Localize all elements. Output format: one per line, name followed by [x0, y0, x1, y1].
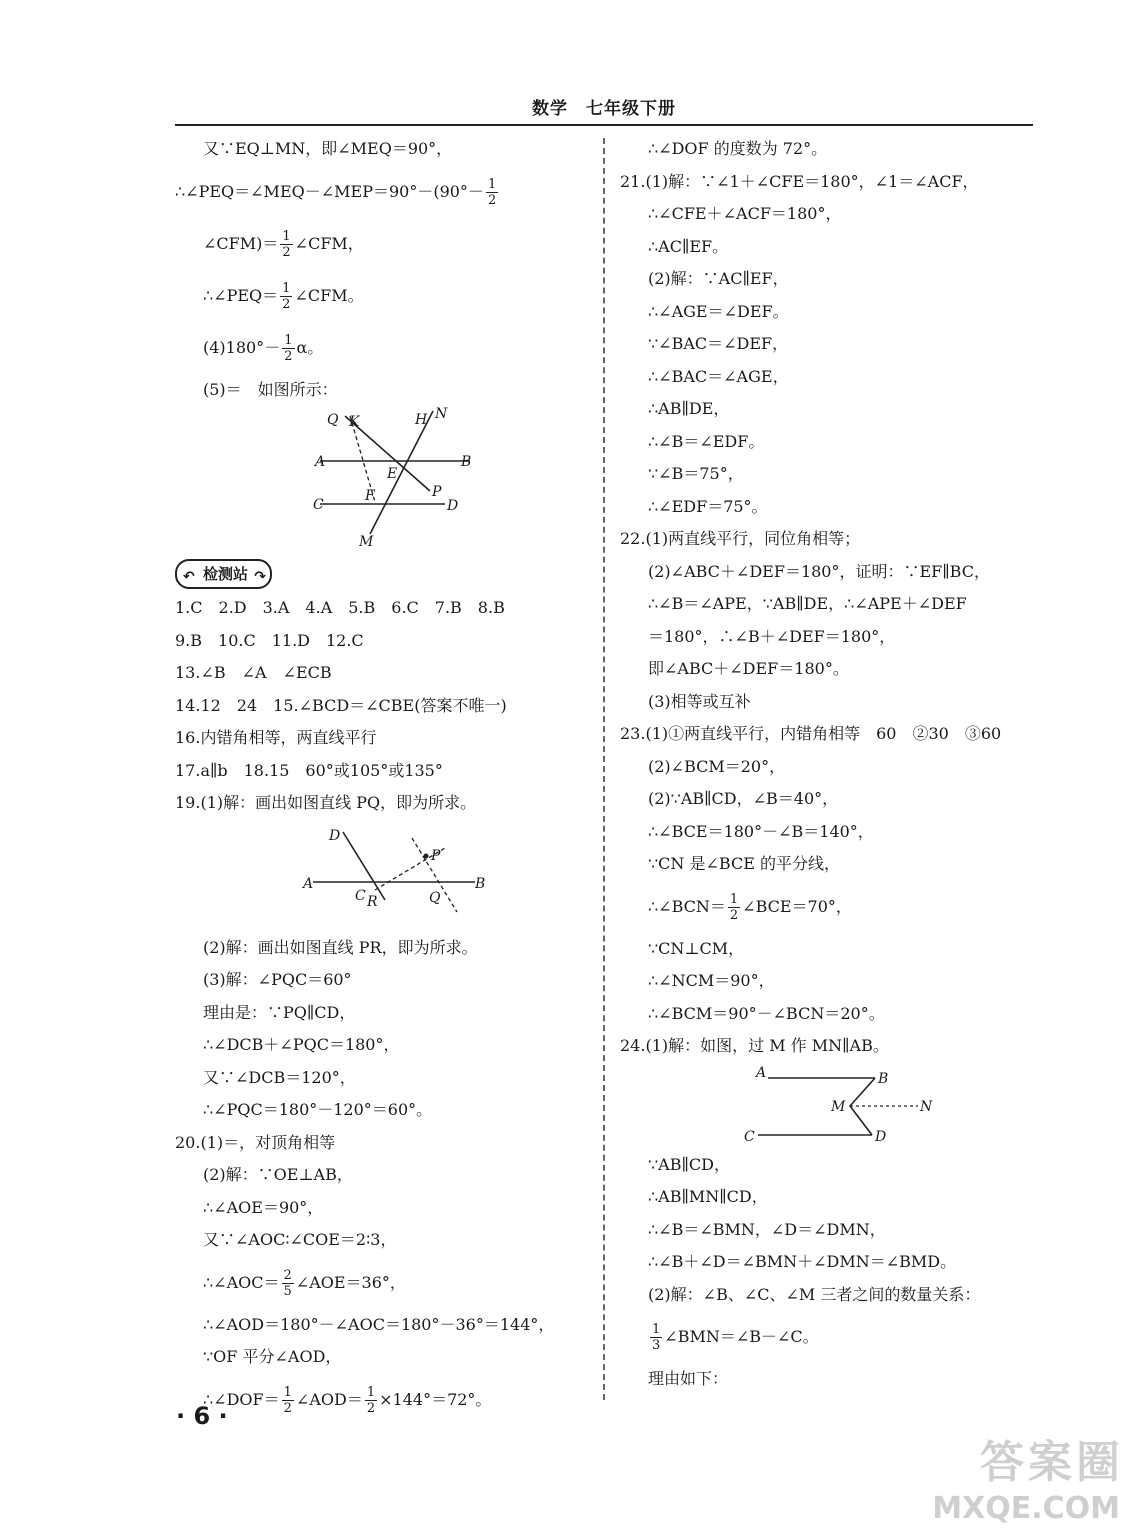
text-line: (2)解：∵AC∥EF， — [648, 269, 789, 288]
left-column — [175, 133, 595, 1426]
figure-svg — [175, 406, 595, 556]
text-span: ∠AOE＝36°， — [295, 1272, 406, 1292]
label-m: M — [831, 1098, 846, 1115]
label-q: Q — [327, 412, 339, 428]
fraction — [282, 1268, 294, 1299]
answer-line: 16.内错角相等，两直线平行 — [175, 728, 377, 747]
text-span: ∠AOD＝ — [295, 1389, 363, 1409]
label-a: A — [756, 1064, 767, 1081]
label-c: C — [355, 887, 366, 904]
text-line: 即∠ABC＋∠DEF＝180°。 — [648, 659, 849, 678]
text-line: ∵OF 平分∠AOD， — [203, 1347, 342, 1366]
text-span: ∠CFM)＝ — [203, 233, 279, 253]
text-span: ∴∠AOC＝ — [203, 1272, 280, 1292]
numerator: 1 — [366, 1384, 376, 1400]
watermark-logo-text: 答案圈 — [980, 1437, 1124, 1488]
text-span: α。 — [296, 337, 324, 357]
text-line: ∴AB∥DE， — [648, 399, 730, 418]
line-mn — [370, 411, 433, 534]
watermark-url: MXQE.COM — [932, 1491, 1120, 1526]
text-line — [175, 1374, 595, 1426]
text-line: ＝180°，∴∠B＋∠DEF＝180°， — [648, 626, 896, 646]
label-n: N — [920, 1098, 933, 1115]
text-span: ∴∠DOF＝ — [203, 1389, 280, 1409]
text-line — [175, 218, 595, 270]
label-n: N — [435, 406, 448, 422]
numerator: 1 — [729, 891, 739, 907]
column-divider — [603, 138, 605, 1400]
label-d: D — [329, 827, 341, 844]
text-line — [175, 1257, 595, 1309]
text-line: ∵∠BAC＝∠DEF， — [648, 334, 789, 353]
figure-parallel-lines-2 — [175, 820, 595, 932]
page-number: · 6 · — [176, 1402, 228, 1430]
figure-zigzag — [620, 1063, 1040, 1149]
text-line: 理由如下： — [648, 1369, 729, 1388]
label-h: H — [415, 412, 428, 428]
fraction — [282, 1385, 294, 1416]
label-c: C — [744, 1128, 755, 1145]
label-b: B — [878, 1070, 889, 1087]
figure-svg — [620, 1063, 1040, 1149]
answer-line: 14.12 24 15.∠BCD＝∠CBE(答案不唯一) — [175, 695, 507, 715]
text-line — [175, 270, 595, 322]
text-span: ∠CFM。 — [294, 285, 364, 305]
text-line: (2)∠ABC＋∠DEF＝180°，证明：∵EF∥BC， — [648, 561, 990, 581]
label-b: B — [461, 454, 472, 470]
text-line: ∴∠B＋∠D＝∠BMN＋∠DMN＝∠BMD。 — [648, 1252, 957, 1271]
fraction — [280, 281, 292, 312]
numerator: 1 — [282, 228, 291, 244]
text-line: ∴∠BCM＝90°－∠BCN＝20°。 — [648, 1003, 885, 1023]
text-span: ∠CFM， — [294, 233, 364, 253]
fraction — [282, 333, 294, 364]
text-span: (4)180°－ — [203, 337, 281, 357]
label-p: P — [432, 484, 442, 500]
denominator: 5 — [283, 1283, 292, 1299]
label-e: E — [387, 466, 398, 482]
page-header — [175, 92, 1033, 126]
label-b: B — [475, 875, 486, 892]
text-line: ∴∠AGE＝∠DEF。 — [648, 301, 789, 321]
label-p: P — [431, 847, 441, 864]
text-line: ∵CN⊥CM， — [648, 938, 745, 958]
badge-label: 检测站 — [203, 565, 249, 583]
section-badge-line — [175, 556, 595, 592]
text-line: ∴∠EDF＝75°。 — [648, 496, 768, 516]
text-line — [620, 881, 1040, 933]
figure-svg — [175, 820, 595, 932]
denominator: 2 — [729, 907, 739, 923]
text-line: 23.(1)①两直线平行，内错角相等 60 ②30 ③60 — [620, 724, 1002, 743]
text-span: ×144°＝72°。 — [379, 1389, 492, 1409]
label-a: A — [315, 454, 326, 470]
fraction — [486, 177, 498, 208]
text-line: ∴AC∥EF。 — [648, 236, 729, 256]
text-line: ∴∠B＝∠APE，∵AB∥DE，∴∠APE＋∠DEF — [648, 594, 967, 613]
numerator: 1 — [487, 176, 497, 192]
fraction — [365, 1385, 377, 1416]
numerator: 1 — [282, 280, 291, 296]
text-line: (2)解：∵OE⊥AB， — [203, 1165, 353, 1184]
label-q: Q — [429, 889, 441, 906]
text-line: 22.(1)两直线平行，同位角相等； — [620, 529, 861, 548]
denominator: 2 — [282, 244, 291, 260]
fraction — [280, 229, 292, 260]
section-badge — [175, 559, 272, 589]
text-line: (2)解：∠B、∠C、∠M 三者之间的数量关系： — [648, 1284, 981, 1304]
text-line: ∴∠CFE＋∠ACF＝180°， — [648, 204, 842, 223]
text-line: ∴∠DOF 的度数为 72°。 — [648, 139, 828, 158]
text-line: (5)＝ 如图所示： — [203, 379, 338, 399]
text-line: ∴∠AOE＝90°， — [203, 1197, 324, 1217]
text-line: 又∵∠AOC∶∠COE＝2∶3， — [203, 1230, 397, 1249]
denominator: 2 — [283, 1400, 292, 1416]
text-line: (2)∠BCM＝20°， — [648, 756, 786, 776]
curl-arrow-icon: ↶ — [183, 569, 195, 585]
text-span: ∴∠BCN＝ — [648, 896, 726, 916]
label-k: K — [349, 414, 360, 430]
text-span: ∴∠PEQ＝ — [203, 285, 279, 305]
label-f: F — [365, 488, 375, 504]
fraction — [728, 892, 740, 923]
label-d: D — [447, 498, 459, 514]
denominator: 2 — [284, 348, 293, 364]
text-line: ∵AB∥CD， — [648, 1154, 730, 1174]
answer-line: 19.(1)解：画出如图直线 PQ，即为所求。 — [175, 793, 477, 812]
denominator: 2 — [282, 296, 291, 312]
text-line: ∴∠B＝∠BMN，∠D＝∠DMN， — [648, 1219, 886, 1239]
answer-line: 17.a∥b 18.15 60°或105°或135° — [175, 760, 443, 780]
text-line: ∴∠DCB＋∠PQC＝180°， — [203, 1035, 400, 1054]
text-span: ∠BCE＝70°， — [742, 896, 852, 916]
text-line: ∴∠BAC＝∠AGE， — [648, 366, 789, 386]
denominator: 2 — [487, 192, 497, 208]
numerator: 1 — [652, 1322, 661, 1337]
text-span: ∠BMN＝∠B－∠C。 — [664, 1327, 819, 1346]
numerator: 2 — [283, 1267, 292, 1283]
text-line: 理由是：∵PQ∥CD， — [203, 1002, 356, 1022]
answer-line: 1.C 2.D 3.A 4.A 5.B 6.C 7.B 8.B — [175, 598, 505, 617]
text-line: ∴∠B＝∠EDF。 — [648, 431, 765, 451]
label-a: A — [303, 875, 314, 892]
text-line: ∵CN 是∠BCE 的平分线， — [648, 854, 840, 873]
text-line — [620, 1311, 1040, 1363]
right-column — [620, 133, 1040, 1396]
page-title: 数学 七年级下册 — [532, 99, 676, 119]
text-span: ∴∠PEQ＝∠MEQ－∠MEP＝90°－(90°－ — [175, 181, 484, 201]
text-line: 21.(1)解：∵∠1＋∠CFE＝180°，∠1＝∠ACF， — [620, 171, 979, 191]
text-line: ∴∠AOD＝180°－∠AOC＝180°－36°＝144°， — [203, 1314, 555, 1334]
point-p — [424, 853, 429, 858]
text-line: 又∵EQ⊥MN，即∠MEQ＝90°， — [203, 139, 453, 158]
text-line: ∴AB∥MN∥CD， — [648, 1187, 768, 1206]
text-line: (2)解：画出如图直线 PR，即为所求。 — [203, 937, 478, 957]
curl-arrow-icon: ↷ — [254, 569, 267, 585]
text-line: 20.(1)＝，对顶角相等 — [175, 1132, 336, 1152]
text-line: (3)解：∠PQC＝60° — [203, 970, 352, 989]
denominator: 3 — [652, 1338, 661, 1353]
denominator: 2 — [366, 1400, 376, 1416]
label-r: R — [367, 893, 378, 910]
text-line: ∵∠B＝75°， — [648, 464, 744, 483]
text-line — [175, 166, 595, 218]
numerator: 1 — [283, 1384, 292, 1400]
answer-line: 9.B 10.C 11.D 12.C — [175, 630, 364, 650]
text-line: ∴∠BCE＝180°－∠B＝140°， — [648, 821, 874, 841]
fraction — [650, 1322, 662, 1353]
label-c: C — [313, 497, 324, 513]
numerator: 1 — [284, 332, 293, 348]
watermark — [932, 1426, 1124, 1526]
label-m: M — [359, 534, 374, 550]
text-line — [175, 322, 595, 374]
figure-parallel-lines-1 — [175, 406, 595, 556]
text-line: (3)相等或互补 — [648, 691, 751, 711]
text-line: ∴∠PQC＝180°－120°＝60°。 — [203, 1100, 433, 1119]
text-line: 24.(1)解：如图，过 M 作 MN∥AB。 — [620, 1036, 889, 1055]
answer-line: 13.∠B ∠A ∠ECB — [175, 663, 332, 682]
label-d: D — [875, 1128, 887, 1145]
text-line: ∴∠NCM＝90°， — [648, 971, 775, 990]
text-line: (2)∵AB∥CD，∠B＝40°， — [648, 789, 839, 808]
text-line: 又∵∠DCB＝120°， — [203, 1067, 356, 1087]
